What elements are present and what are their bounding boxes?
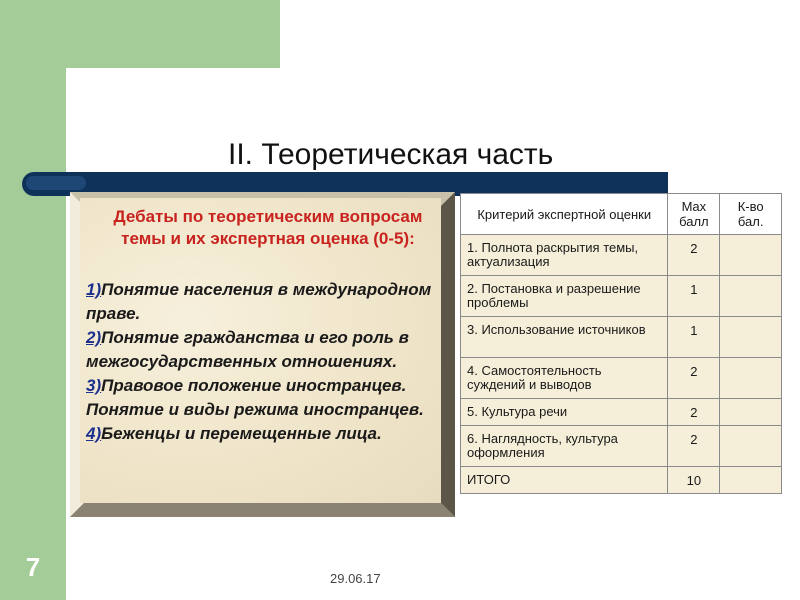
table-row [461, 467, 782, 494]
total-max-cell: 10 [668, 467, 720, 494]
max-cell: 2 [668, 358, 720, 399]
list-item [86, 278, 450, 326]
item-text: Понятие населения в международном праве. [86, 280, 432, 323]
green-frame-left [0, 0, 66, 600]
slide-number: 7 [25, 552, 41, 582]
count-cell[interactable] [720, 426, 782, 467]
debate-heading: Дебаты по теоретическим вопросам темы и их экспертная оценка (0-5): [113, 207, 423, 248]
criterion-cell: 5. Культура речи [461, 399, 668, 426]
criteria-table-wrapper [460, 193, 782, 498]
item-text: Беженцы и перемещенные лица. [101, 424, 382, 443]
green-frame-top [0, 0, 280, 68]
criterion-cell: 2. Постановка и разрешение проблемы [461, 276, 668, 317]
debate-topic-list [86, 278, 450, 446]
item-text: Правовое положение иностранцев. Понятие и виды режима иностранцев. [86, 376, 424, 419]
criterion-cell: 4. Самостоятельность суждений и выводов [461, 358, 668, 399]
list-item [86, 326, 450, 374]
item-number: 4) [86, 424, 102, 443]
total-label-cell: ИТОГО [461, 467, 668, 494]
item-number: 2) [86, 328, 102, 347]
total-count-cell[interactable] [720, 467, 782, 494]
debate-topics-box [70, 192, 455, 517]
max-cell: 1 [668, 317, 720, 358]
item-number: 3) [86, 376, 102, 395]
table-row [461, 317, 782, 358]
frame-curve [66, 68, 156, 158]
box-face [80, 198, 441, 503]
header-count: К-во бал. [720, 194, 782, 235]
count-cell[interactable] [720, 276, 782, 317]
count-cell[interactable] [720, 317, 782, 358]
table-row [461, 235, 782, 276]
count-cell[interactable] [720, 399, 782, 426]
table-header-row [461, 194, 782, 235]
list-item [86, 374, 450, 422]
table-row [461, 426, 782, 467]
item-number: 1) [86, 280, 102, 299]
criteria-table [460, 193, 782, 494]
criterion-cell: 6. Наглядность, культура оформления [461, 426, 668, 467]
slide-date: 29.06.17 [330, 571, 381, 586]
count-cell[interactable] [720, 358, 782, 399]
list-item [86, 422, 450, 446]
title-bar-highlight [26, 176, 86, 190]
max-cell: 2 [668, 426, 720, 467]
table-row [461, 399, 782, 426]
header-max: Max балл [668, 194, 720, 235]
box-bevel-bottom [70, 502, 455, 517]
slide-title: II. Теоретическая часть [228, 138, 554, 171]
item-text: Понятие гражданства и его роль в межгосударственных отношениях. [86, 328, 409, 371]
count-cell[interactable] [720, 235, 782, 276]
criterion-cell: 1. Полнота раскрытия темы, актуализация [461, 235, 668, 276]
header-criterion: Критерий экспертной оценки [461, 194, 668, 235]
table-row [461, 358, 782, 399]
max-cell: 1 [668, 276, 720, 317]
max-cell: 2 [668, 235, 720, 276]
max-cell: 2 [668, 399, 720, 426]
table-row [461, 276, 782, 317]
criterion-cell: 3. Использование источников [461, 317, 668, 358]
